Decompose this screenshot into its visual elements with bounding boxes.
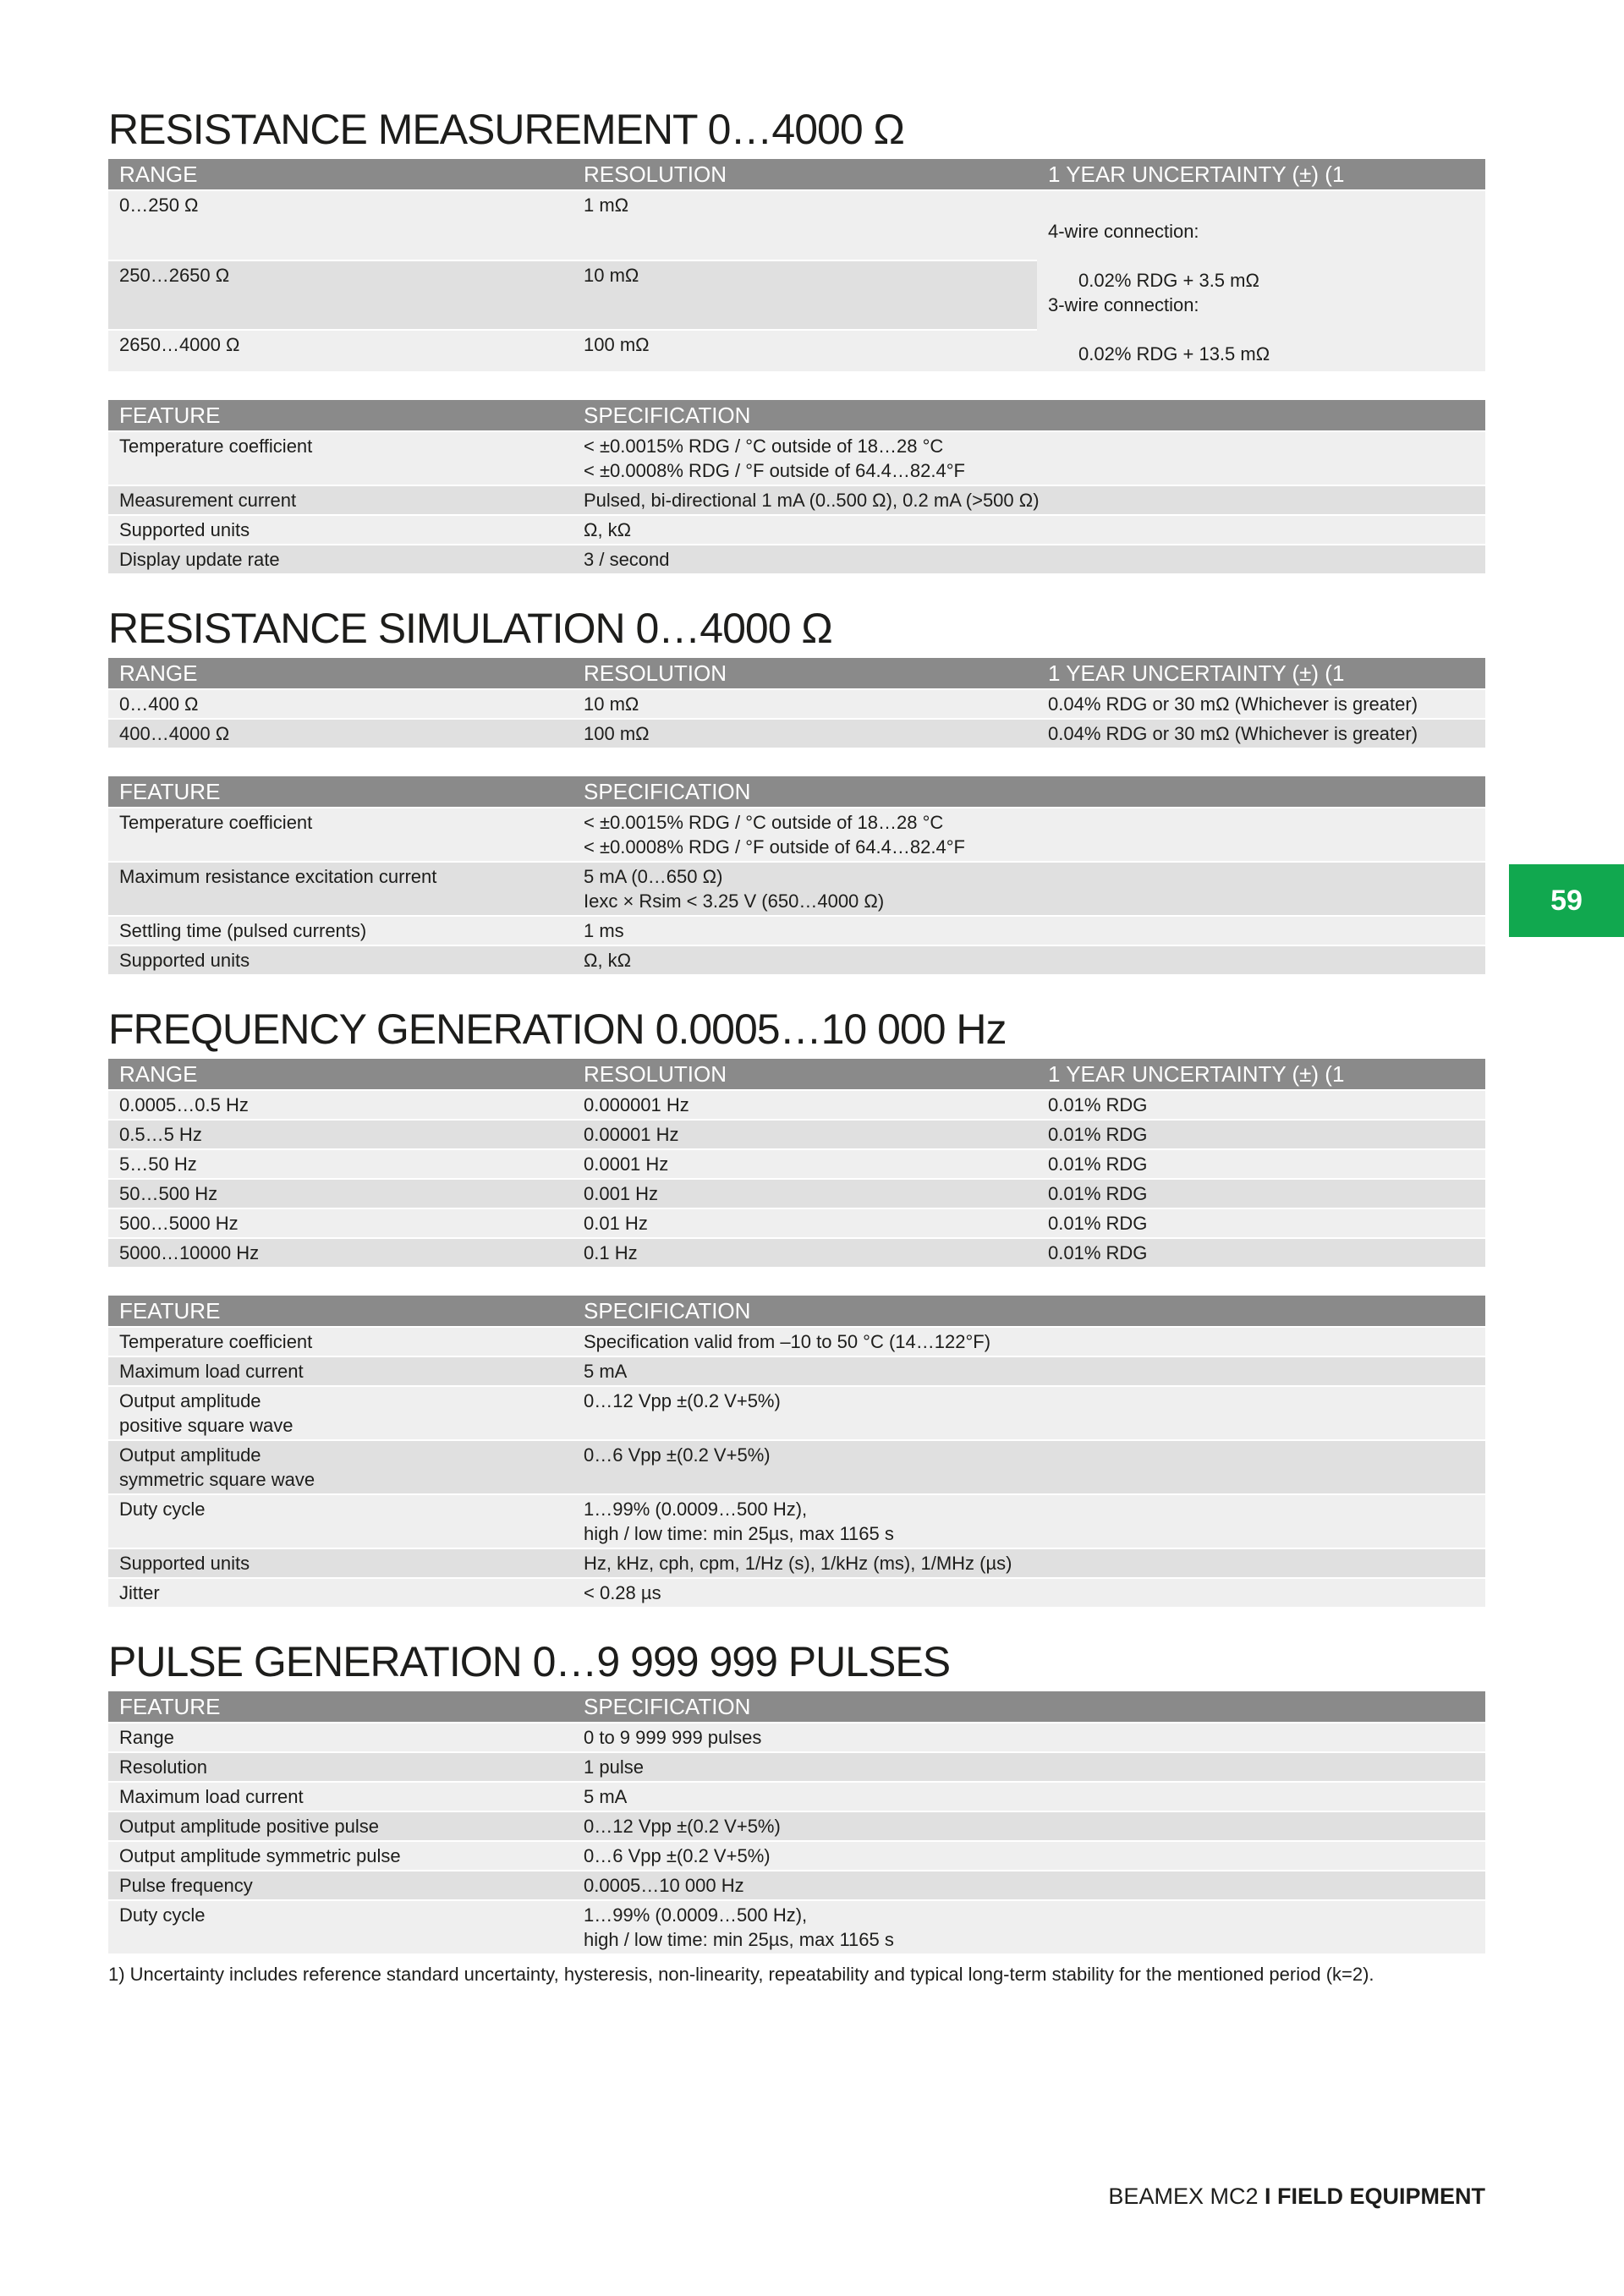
uncertainty-cell: 0.01% RDG	[1037, 1179, 1485, 1208]
column-header-resolution: RESOLUTION	[573, 159, 1037, 190]
feature-cell: Output amplitude positive square wave	[108, 1386, 573, 1440]
spec-cell: Specification valid from –10 to 50 °C (14…122°F)	[573, 1327, 1485, 1356]
column-header-range: RANGE	[108, 658, 573, 689]
range-cell: 0…250 Ω	[108, 190, 573, 260]
spec-cell: 3 / second	[573, 545, 1485, 573]
feature-cell: Output amplitude symmetric square wave	[108, 1440, 573, 1494]
feature-cell: Output amplitude symmetric pulse	[108, 1841, 573, 1871]
frequency-generation-feature-table	[108, 1296, 1485, 1607]
column-header-range: RANGE	[108, 1059, 573, 1090]
table-row	[108, 1090, 1485, 1120]
table-row	[108, 1841, 1485, 1871]
table-row	[108, 1578, 1485, 1607]
resolution-cell: 0.00001 Hz	[573, 1120, 1037, 1149]
table-row	[108, 689, 1485, 719]
resistance-simulation-feature-table	[108, 776, 1485, 974]
spec-cell: Hz, kHz, cph, cpm, 1/Hz (s), 1/kHz (ms), 1/MHz (µs)	[573, 1548, 1485, 1578]
spec-cell: < ±0.0015% RDG / °C outside of 18…28 °C < ±0.0008% RDG / °F outside of 64.4…82.4°F	[573, 431, 1485, 485]
resolution-cell: 0.000001 Hz	[573, 1090, 1037, 1120]
uncertainty-cell: 0.04% RDG or 30 mΩ (Whichever is greater)	[1037, 719, 1485, 748]
resolution-cell: 100 mΩ	[573, 330, 1037, 371]
feature-cell: Duty cycle	[108, 1494, 573, 1548]
feature-cell: Output amplitude positive pulse	[108, 1811, 573, 1841]
resistance-measurement-range-table	[108, 159, 1485, 371]
column-header-uncertainty: 1 YEAR UNCERTAINTY (±) (1	[1037, 159, 1485, 190]
spec-cell: 5 mA (0…650 Ω) Iexc × Rsim < 3.25 V (650…4000 Ω)	[573, 862, 1485, 916]
table-row	[108, 1208, 1485, 1238]
column-header-specification: SPECIFICATION	[573, 1691, 1485, 1723]
section-title-resistance-simulation: RESISTANCE SIMULATION 0…4000 Ω	[108, 605, 832, 652]
resolution-cell: 1 mΩ	[573, 190, 1037, 260]
range-cell: 250…2650 Ω	[108, 260, 573, 331]
spec-cell: Ω, kΩ	[573, 515, 1485, 545]
footer-separator: I	[1258, 2184, 1277, 2209]
feature-cell: Temperature coefficient	[108, 808, 573, 862]
resolution-cell: 0.0001 Hz	[573, 1149, 1037, 1179]
table-row	[108, 1752, 1485, 1782]
spec-cell: 1 ms	[573, 916, 1485, 945]
feature-cell: Temperature coefficient	[108, 431, 573, 485]
table-row	[108, 1238, 1485, 1267]
resolution-cell: 100 mΩ	[573, 719, 1037, 748]
column-header-specification: SPECIFICATION	[573, 1296, 1485, 1327]
table-row	[108, 862, 1485, 916]
resolution-cell: 0.1 Hz	[573, 1238, 1037, 1267]
spec-cell: 0…12 Vpp ±(0.2 V+5%)	[573, 1386, 1485, 1440]
table-row	[108, 1782, 1485, 1811]
table-row	[108, 515, 1485, 545]
pulse-generation-feature-table	[108, 1691, 1485, 1954]
uncertainty-cell: 0.01% RDG	[1037, 1120, 1485, 1149]
column-header-feature: FEATURE	[108, 776, 573, 808]
feature-cell: Maximum resistance excitation current	[108, 862, 573, 916]
feature-cell: Supported units	[108, 515, 573, 545]
range-cell: 50…500 Hz	[108, 1179, 573, 1208]
column-header-feature: FEATURE	[108, 400, 573, 431]
uncertainty-cell: 0.01% RDG	[1037, 1149, 1485, 1179]
table-row	[108, 1386, 1485, 1440]
feature-cell: Settling time (pulsed currents)	[108, 916, 573, 945]
footer-product: BEAMEX MC2	[1108, 2184, 1259, 2209]
footer-category: FIELD EQUIPMENT	[1276, 2184, 1485, 2209]
column-header-resolution: RESOLUTION	[573, 1059, 1037, 1090]
feature-cell: Range	[108, 1723, 573, 1752]
table-row	[108, 1723, 1485, 1752]
feature-cell: Duty cycle	[108, 1900, 573, 1954]
column-header-specification: SPECIFICATION	[573, 400, 1485, 431]
column-header-feature: FEATURE	[108, 1691, 573, 1723]
section-title-resistance-measurement: RESISTANCE MEASUREMENT 0…4000 Ω	[108, 106, 904, 153]
column-header-specification: SPECIFICATION	[573, 776, 1485, 808]
resolution-cell: 0.01 Hz	[573, 1208, 1037, 1238]
page-footer	[1108, 2184, 1485, 2210]
feature-cell: Measurement current	[108, 485, 573, 515]
feature-cell: Resolution	[108, 1752, 573, 1782]
spec-cell: Pulsed, bi-directional 1 mA (0..500 Ω), 0.2 mA (>500 Ω)	[573, 485, 1485, 515]
spec-cell: 0…12 Vpp ±(0.2 V+5%)	[573, 1811, 1485, 1841]
page-number-tab: 59	[1509, 864, 1624, 937]
feature-cell: Maximum load current	[108, 1356, 573, 1386]
table-row	[108, 808, 1485, 862]
range-cell: 0.0005…0.5 Hz	[108, 1090, 573, 1120]
feature-cell: Pulse frequency	[108, 1871, 573, 1900]
table-row	[108, 431, 1485, 485]
resistance-measurement-feature-table	[108, 400, 1485, 573]
feature-cell: Jitter	[108, 1578, 573, 1607]
table-row	[108, 545, 1485, 573]
feature-cell: Display update rate	[108, 545, 573, 573]
table-row	[108, 1120, 1485, 1149]
column-header-uncertainty: 1 YEAR UNCERTAINTY (±) (1	[1037, 658, 1485, 689]
range-cell: 5…50 Hz	[108, 1149, 573, 1179]
column-header-feature: FEATURE	[108, 1296, 573, 1327]
resolution-cell: 10 mΩ	[573, 689, 1037, 719]
table-row	[108, 1548, 1485, 1578]
frequency-generation-range-table	[108, 1059, 1485, 1267]
range-cell: 0…400 Ω	[108, 689, 573, 719]
spec-cell: < ±0.0015% RDG / °C outside of 18…28 °C < ±0.0008% RDG / °F outside of 64.4…82.4°F	[573, 808, 1485, 862]
spec-cell: 0…6 Vpp ±(0.2 V+5%)	[573, 1841, 1485, 1871]
table-row	[108, 485, 1485, 515]
table-row	[108, 1811, 1485, 1841]
table-row	[108, 1179, 1485, 1208]
spec-cell: 0 to 9 999 999 pulses	[573, 1723, 1485, 1752]
spec-cell: 1…99% (0.0009…500 Hz), high / low time: min 25µs, max 1165 s	[573, 1900, 1485, 1954]
table-row	[108, 190, 1485, 260]
uncertainty-cell	[1037, 190, 1485, 371]
page-content	[108, 0, 1485, 1986]
feature-cell: Supported units	[108, 1548, 573, 1578]
table-row	[108, 719, 1485, 748]
table-row	[108, 1871, 1485, 1900]
resolution-cell: 10 mΩ	[573, 260, 1037, 331]
column-header-uncertainty: 1 YEAR UNCERTAINTY (±) (1	[1037, 1059, 1485, 1090]
footnote: 1) Uncertainty includes reference standard uncertainty, hysteresis, non-linearity, repeatability and typical long-term stability for the mentioned period (k=2).	[108, 1964, 1374, 1985]
table-row	[108, 1149, 1485, 1179]
feature-cell: Temperature coefficient	[108, 1327, 573, 1356]
table-row	[108, 1440, 1485, 1494]
resolution-cell: 0.001 Hz	[573, 1179, 1037, 1208]
spec-cell: 0.0005…10 000 Hz	[573, 1871, 1485, 1900]
table-row	[108, 916, 1485, 945]
table-row	[108, 945, 1485, 974]
resistance-simulation-range-table	[108, 658, 1485, 748]
range-cell: 0.5…5 Hz	[108, 1120, 573, 1149]
feature-cell: Maximum load current	[108, 1782, 573, 1811]
spec-cell: 1 pulse	[573, 1752, 1485, 1782]
uncertainty-line: 4-wire connection:	[1048, 221, 1199, 242]
table-row	[108, 1900, 1485, 1954]
uncertainty-cell: 0.01% RDG	[1037, 1208, 1485, 1238]
uncertainty-line: 0.02% RDG + 13.5 mΩ	[1078, 343, 1270, 364]
section-title-pulse-generation: PULSE GENERATION 0…9 999 999 PULSES	[108, 1638, 951, 1685]
spec-cell: 1…99% (0.0009…500 Hz), high / low time: min 25µs, max 1165 s	[573, 1494, 1485, 1548]
range-cell: 5000…10000 Hz	[108, 1238, 573, 1267]
uncertainty-line: 3-wire connection:	[1048, 294, 1199, 315]
column-header-resolution: RESOLUTION	[573, 658, 1037, 689]
uncertainty-cell: 0.01% RDG	[1037, 1238, 1485, 1267]
spec-cell: 5 mA	[573, 1356, 1485, 1386]
table-row	[108, 1356, 1485, 1386]
table-row	[108, 1327, 1485, 1356]
spec-cell: < 0.28 µs	[573, 1578, 1485, 1607]
feature-cell: Supported units	[108, 945, 573, 974]
column-header-range: RANGE	[108, 159, 573, 190]
spec-cell: Ω, kΩ	[573, 945, 1485, 974]
uncertainty-cell: 0.01% RDG	[1037, 1090, 1485, 1120]
uncertainty-cell: 0.04% RDG or 30 mΩ (Whichever is greater)	[1037, 689, 1485, 719]
section-title-frequency-generation: FREQUENCY GENERATION 0.0005…10 000 Hz	[108, 1006, 1007, 1053]
range-cell: 400…4000 Ω	[108, 719, 573, 748]
table-row	[108, 1494, 1485, 1548]
range-cell: 2650…4000 Ω	[108, 330, 573, 371]
spec-cell: 0…6 Vpp ±(0.2 V+5%)	[573, 1440, 1485, 1494]
spec-cell: 5 mA	[573, 1782, 1485, 1811]
range-cell: 500…5000 Hz	[108, 1208, 573, 1238]
uncertainty-line: 0.02% RDG + 3.5 mΩ	[1078, 270, 1259, 291]
